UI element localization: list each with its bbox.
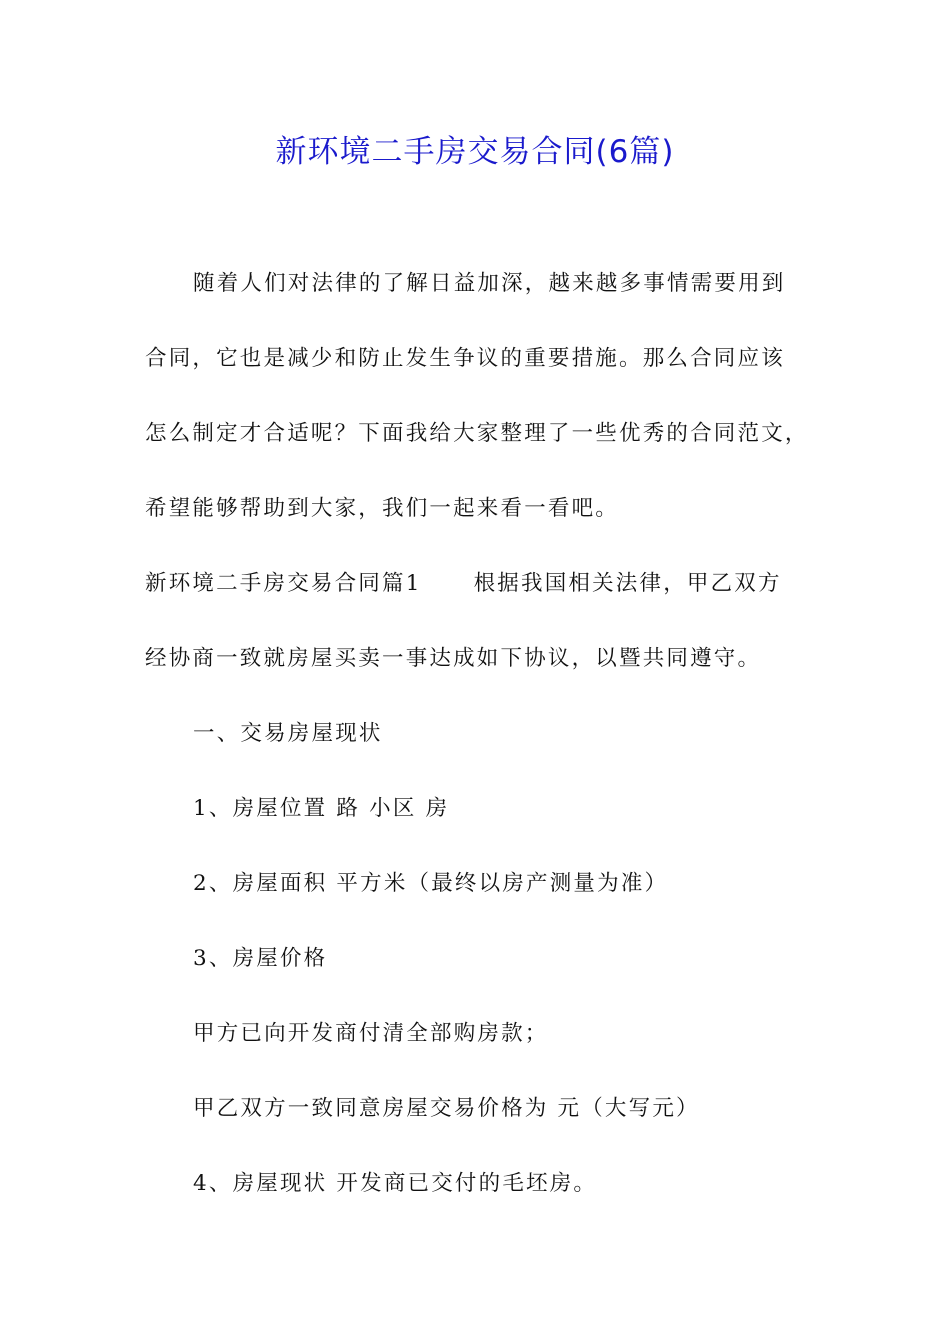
clause-item: 甲方已向开发商付清全部购房款； [193, 1021, 549, 1046]
clause-item: 1、房屋位置 路 小区 房 [193, 796, 450, 821]
clause-item: 2、房屋面积 平方米（最终以房产测量为准） [193, 871, 669, 896]
intro-line: 随着人们对法律的了解日益加深，越来越多事情需要用到 [193, 271, 786, 296]
document-title: 新环境二手房交易合同(6篇) [275, 134, 675, 170]
clause-item: 甲乙双方一致同意房屋交易价格为 元（大写元） [193, 1096, 700, 1121]
section-line: 经协商一致就房屋买卖一事达成如下协议，以暨共同遵守。 [145, 646, 762, 671]
intro-line: 希望能够帮助到大家，我们一起来看一看吧。 [145, 496, 620, 521]
intro-line: 怎么制定才合适呢？下面我给大家整理了一些优秀的合同范文， [145, 421, 809, 446]
clause-item: 4、房屋现状 开发商已交付的毛坯房。 [193, 1171, 598, 1196]
document-body [145, 258, 810, 1233]
section-first-text: 根据我国相关法律，甲乙双方 [473, 571, 782, 596]
section-heading: 新环境二手房交易合同篇1 [145, 571, 422, 596]
section-heading-line [145, 558, 810, 633]
intro-line: 合同，它也是减少和防止发生争议的重要措施。那么合同应该 [145, 346, 785, 371]
clause-item: 3、房屋价格 [193, 946, 328, 971]
clause-heading: 一、交易房屋现状 [193, 721, 383, 746]
